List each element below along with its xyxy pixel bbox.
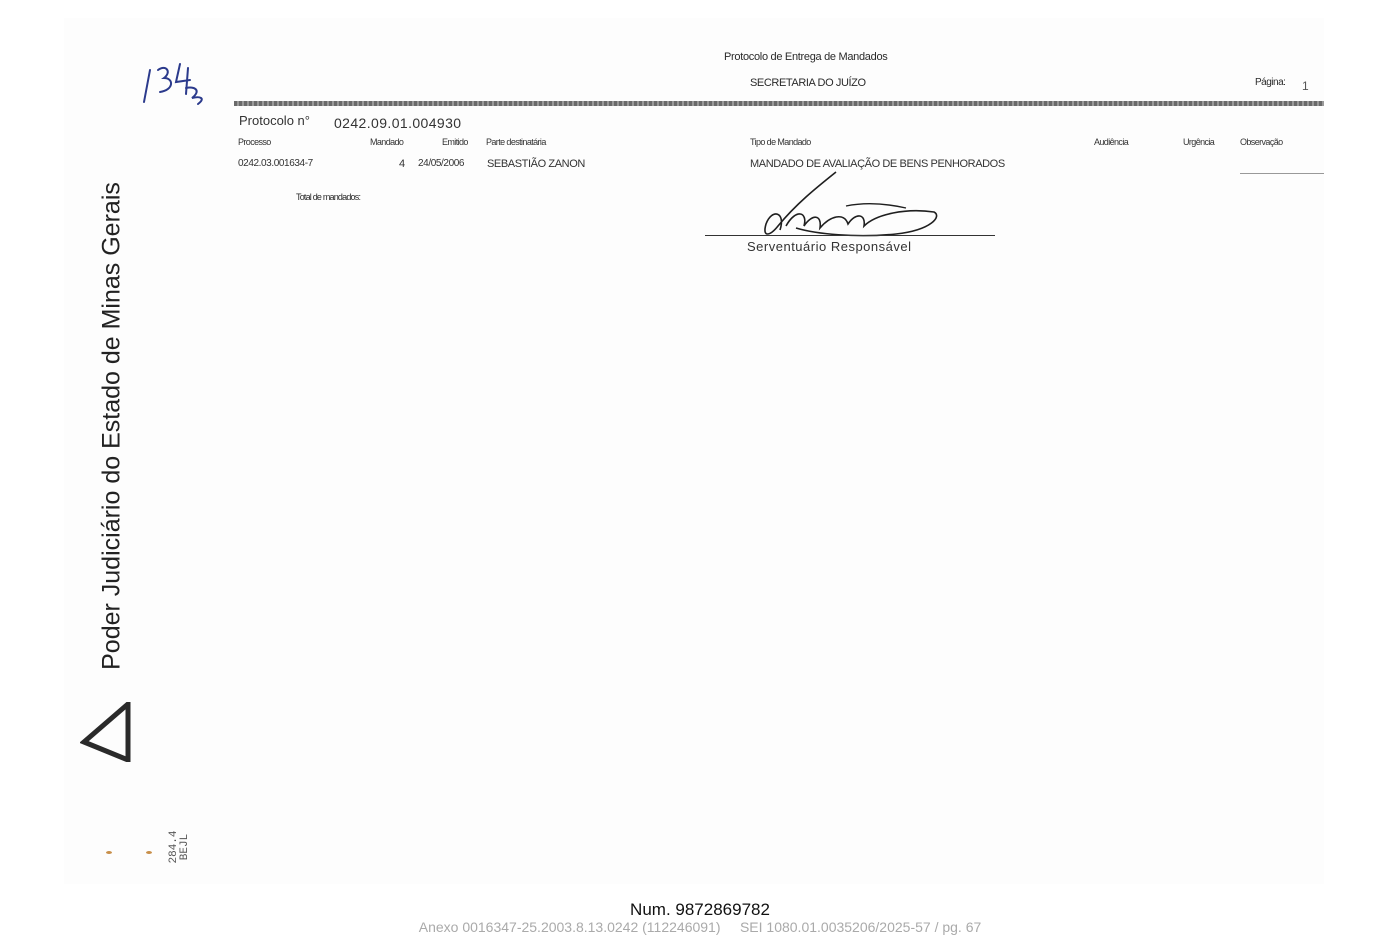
col-header-audiencia: Audiência: [1094, 137, 1129, 147]
scan-speck: [106, 851, 112, 854]
col-header-emitido: Emitido: [442, 137, 468, 147]
col-header-processo: Processo: [238, 137, 271, 147]
protocol-number: 0242.09.01.004930: [334, 115, 462, 131]
col-header-parte: Parte destinatária: [486, 137, 546, 147]
document-title: Protocolo de Entrega de Mandados: [724, 51, 888, 63]
cell-parte: SEBASTIÃO ZANON: [487, 158, 585, 170]
col-header-urgencia: Urgência: [1183, 137, 1215, 147]
cell-processo: 0242.03.001634-7: [238, 158, 313, 169]
department-name: SECRETARIA DO JUÍZO: [750, 77, 866, 89]
col-header-mandado: Mandado: [370, 137, 404, 147]
scan-speck: [146, 851, 152, 854]
protocol-label: Protocolo n°: [239, 113, 310, 128]
signature-label: Serventuário Responsável: [747, 239, 912, 254]
page-label: Página:: [1255, 77, 1286, 88]
cell-emitido: 24/05/2006: [418, 158, 465, 169]
col-header-observacao: Observação: [1240, 137, 1283, 147]
document-reference: Anexo 0016347-25.2003.8.13.0242 (112246091) SEI 1080.01.0035206/2025-57 / pg. 67: [418, 919, 982, 935]
signature-line: [705, 235, 995, 236]
institution-name: Poder Judiciário do Estado de Minas Gerais: [97, 182, 126, 670]
document-number: Num. 9872869782: [630, 900, 770, 919]
page-number: 1: [1302, 79, 1309, 93]
handwritten-folio-note: [136, 58, 218, 108]
cell-mandado: 4: [399, 158, 405, 170]
handwritten-signature: [756, 168, 946, 244]
triangle-seal-icon: [80, 702, 134, 762]
total-label: Total de mandados:: [296, 192, 361, 202]
col-header-tipo: Tipo de Mandado: [750, 137, 811, 147]
header-divider: [234, 101, 1324, 106]
cell-tipo: MANDADO DE AVALIAÇÃO DE BENS PENHORADOS: [750, 158, 1005, 170]
observacao-line: [1240, 173, 1324, 174]
stamp-code: 284.4 BEJL: [168, 830, 191, 864]
scanned-page: [64, 18, 1324, 884]
